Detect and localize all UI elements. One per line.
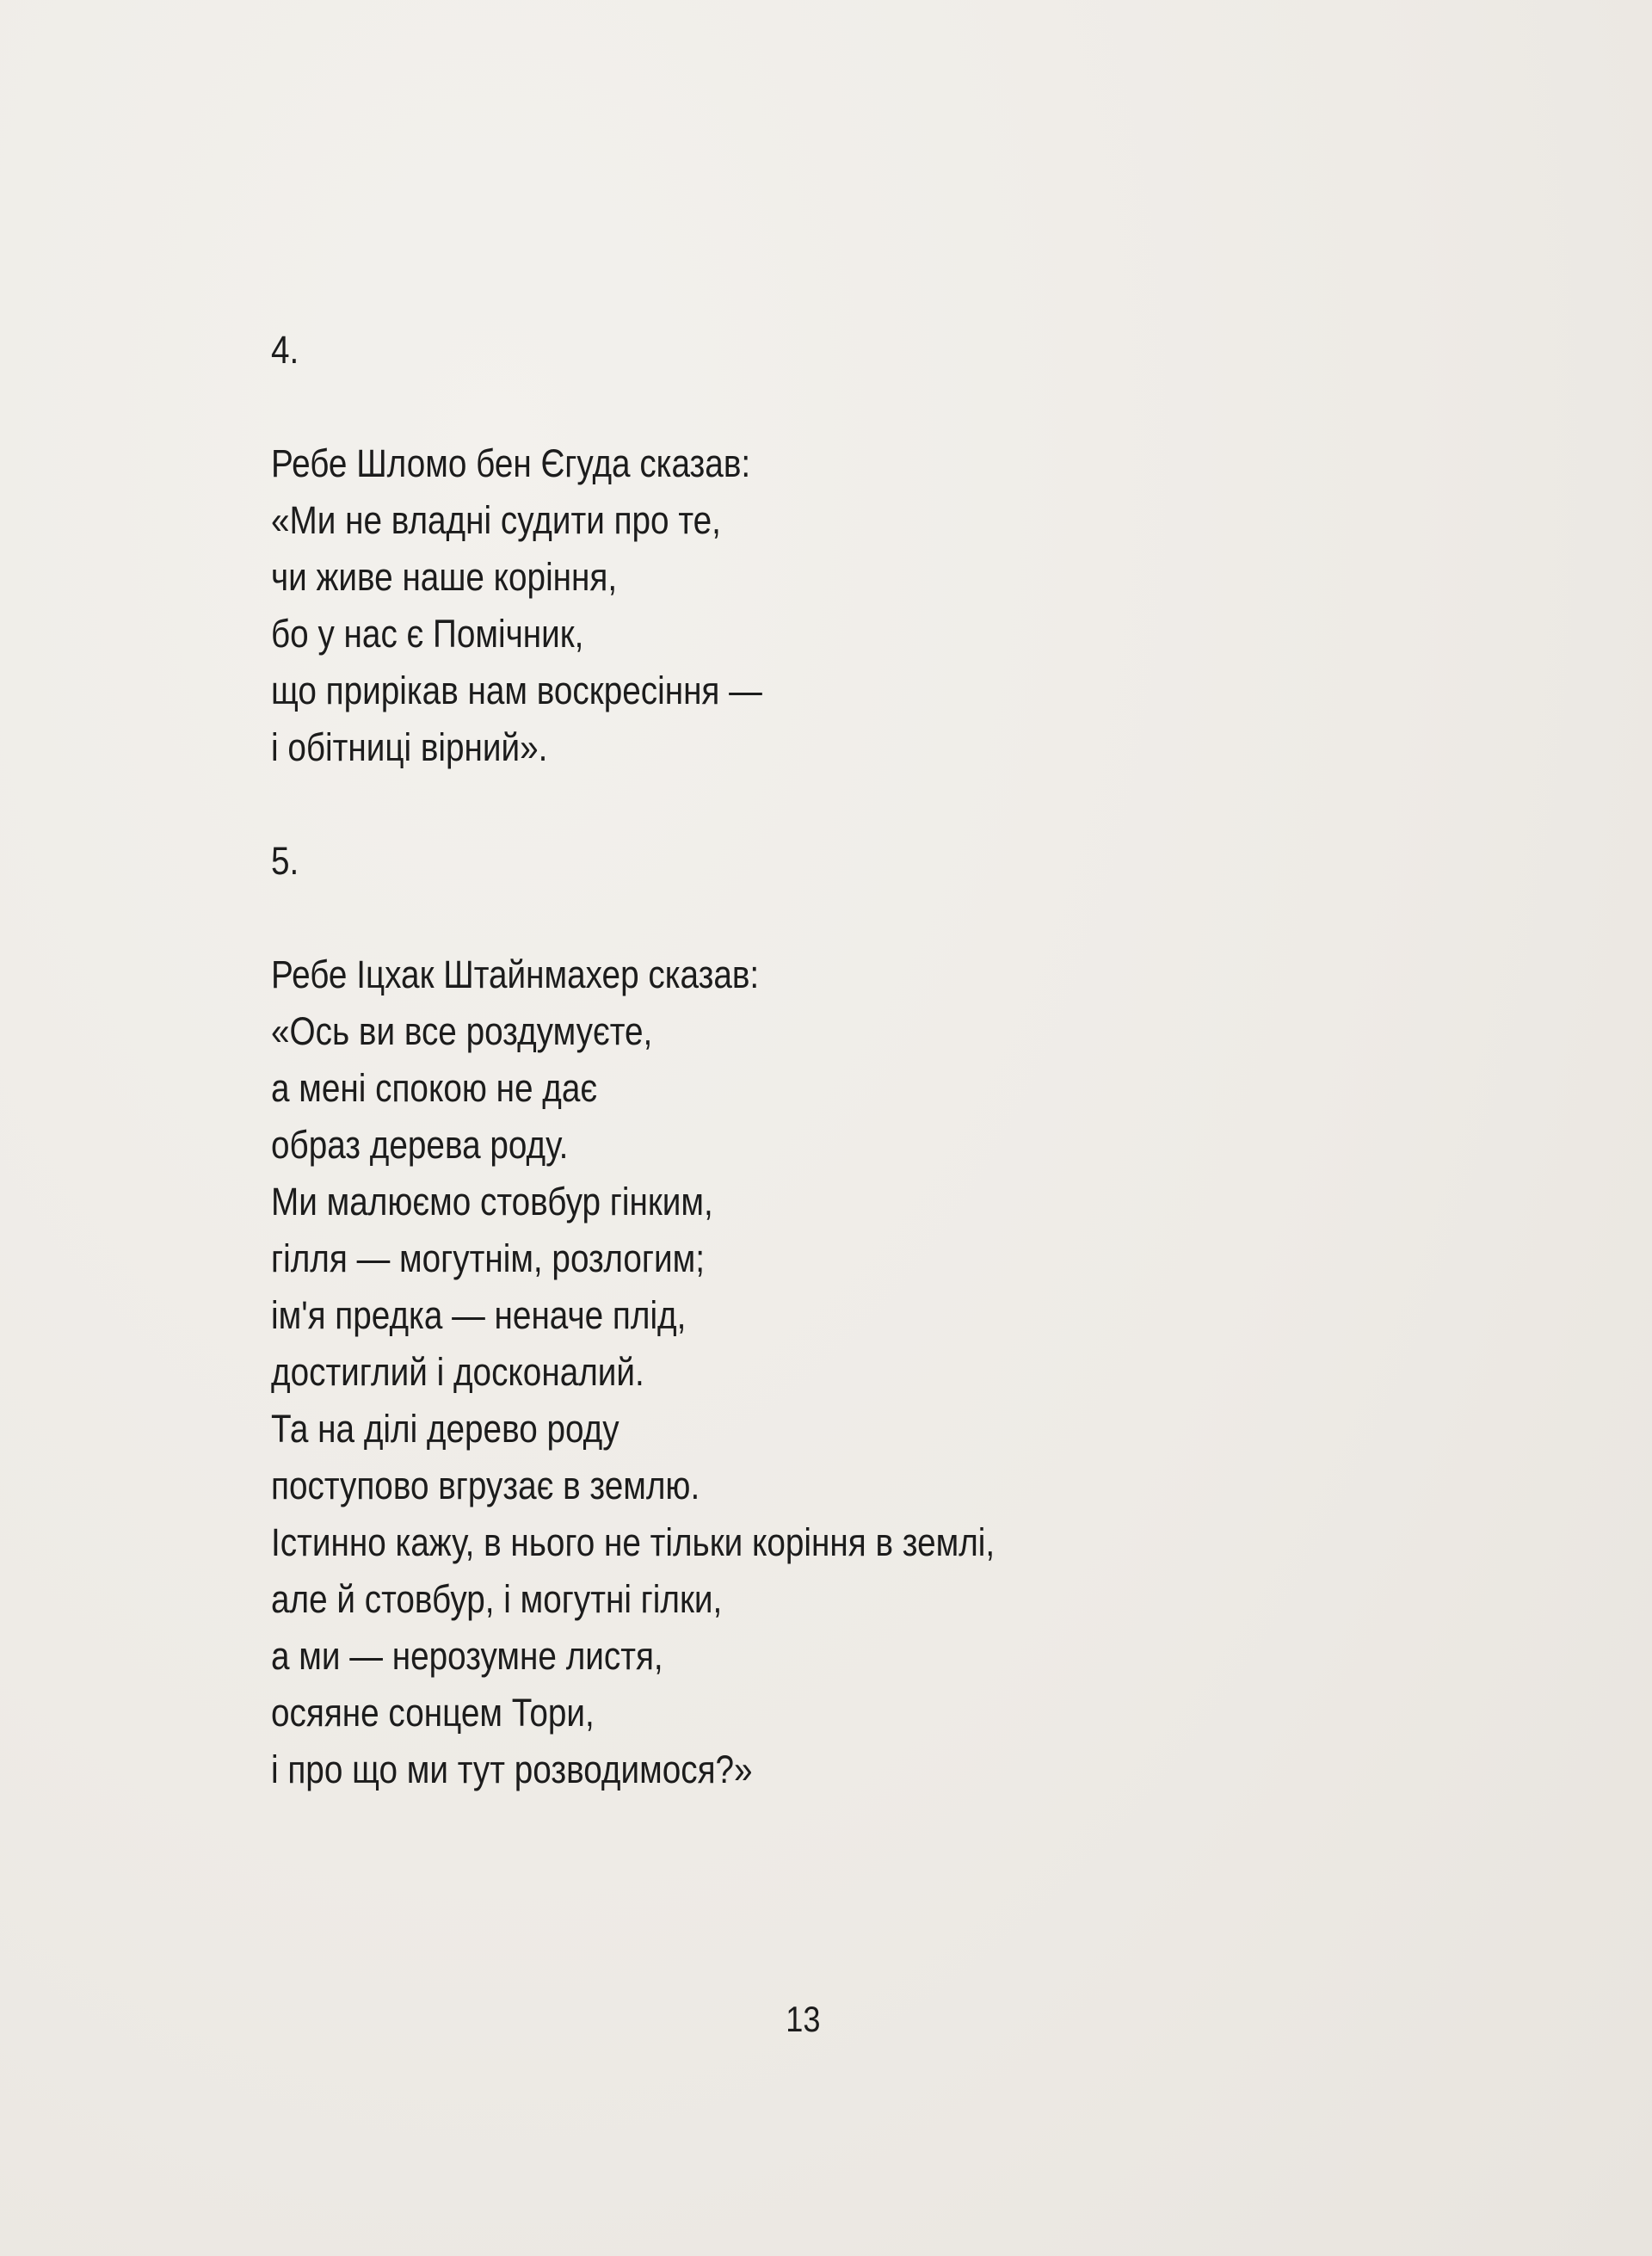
poem-line: що прирікав нам воскресіння —: [271, 669, 762, 712]
poem-line: чи живе наше коріння,: [271, 555, 618, 599]
poem-line: і про що ми тут розводимося?»: [271, 1747, 753, 1791]
blank-line: [271, 776, 1113, 833]
page-number: 13: [786, 1999, 821, 2039]
poem-line: Ми малюємо стовбур гінким,: [271, 1180, 713, 1224]
poem-line: Та на ділі дерево роду: [271, 1407, 620, 1451]
poem-line: ім'я предка — неначе плід,: [271, 1293, 687, 1337]
poem-line: образ дерева роду.: [271, 1123, 569, 1167]
blank-line: [271, 379, 1113, 435]
poem-line: Ребе Шломо бен Єгуда сказав:: [271, 441, 751, 485]
poem-line: гілля — могутнім, розлогим;: [271, 1236, 706, 1280]
poem-line: а мені спокою не дає: [271, 1066, 598, 1110]
poem-line: бо у нас є Помічник,: [271, 612, 584, 656]
poem-line: достиглий і досконалий.: [271, 1350, 644, 1394]
poem-line: поступово вгрузає в землю.: [271, 1464, 700, 1507]
blank-line: [271, 890, 1113, 946]
poem-line: Істинно кажу, в нього не тільки коріння в землі,: [271, 1520, 996, 1564]
poem-line: і обітниці вірний».: [271, 725, 548, 769]
section-number: 4.: [271, 328, 299, 372]
poem-line: але й стовбур, і могутні гілки,: [271, 1577, 723, 1621]
section-number: 5.: [271, 839, 299, 883]
poem-line: «Ми не владні судити про те,: [271, 498, 721, 542]
poem-text: [271, 322, 1113, 1798]
poem-line: осяяне сонцем Тори,: [271, 1691, 595, 1735]
poem-line: Ребе Іцхак Штайнмахер сказав:: [271, 952, 760, 996]
poem-line: «Ось ви все роздумуєте,: [271, 1009, 653, 1053]
poem-line: а ми — нерозумне листя,: [271, 1634, 663, 1678]
